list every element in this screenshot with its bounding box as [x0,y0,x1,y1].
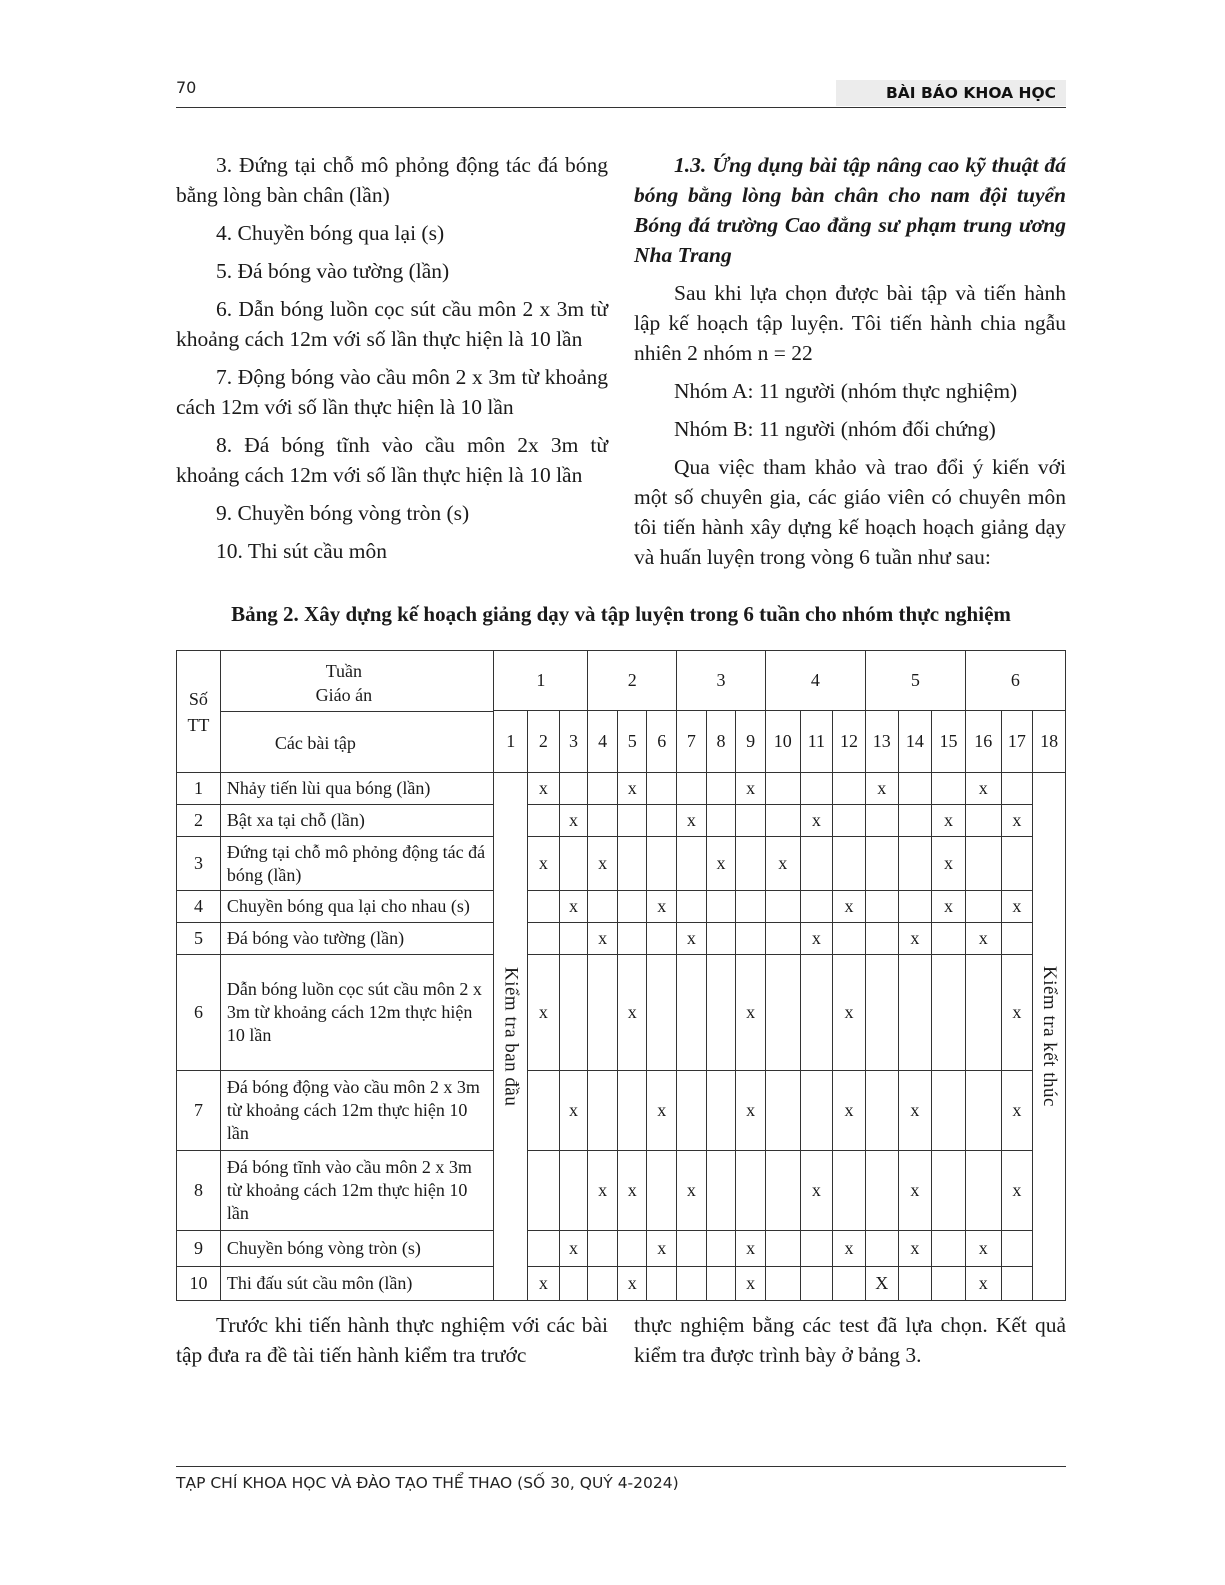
session-mark [677,1071,707,1151]
session-mark: x [559,805,588,837]
session-mark [706,1231,736,1267]
exercise-header: Các bài tập [274,732,356,753]
session-mark [765,891,800,923]
session-mark [833,805,866,837]
session-mark [706,891,736,923]
session-mark: x [647,1231,677,1267]
session-mark [647,805,677,837]
training-plan-table [176,650,1066,1301]
row-number: 8 [177,1151,221,1231]
right-column [634,150,1066,580]
session-mark [865,805,898,837]
session-mark: x [833,1231,866,1267]
week-label: Tuần [325,660,363,681]
session-mark: x [528,955,560,1071]
session-mark [932,773,966,805]
session-mark [932,923,966,955]
week-header: 1 [494,651,588,711]
session-mark [833,773,866,805]
table-row [177,1151,1066,1231]
list-item: 6. Dẫn bóng luồn cọc sút cầu môn 2 x 3m từ khoảng cách 12m với số lần thực hiện là 10 lần [176,297,608,351]
lesson-label: Giáo án [315,684,373,705]
row-number: 3 [177,837,221,891]
left-column [176,150,608,574]
session-mark [588,773,618,805]
session-mark: x [528,837,560,891]
session-mark: x [1001,955,1033,1071]
exercise-name: Dẫn bóng luồn cọc sút cầu môn 2 x 3m từ khoảng cách 12m thực hiện 10 lần [220,955,494,1071]
session-mark [898,891,932,923]
session-mark: x [588,923,618,955]
session-mark: x [617,1267,647,1301]
table-row [177,1071,1066,1151]
table-row [177,1267,1066,1301]
session-header: 18 [1033,711,1066,773]
week-header: 4 [765,651,865,711]
session-mark: x [736,1267,766,1301]
session-mark: x [833,955,866,1071]
page-number: 70 [176,78,197,97]
session-mark: x [898,1071,932,1151]
section-subheading: 1.3. Ứng dụng bài tập nâng cao kỹ thuật đá bóng bằng lòng bàn chân cho nam đội tuyển Bóng đá trường Cao đẳng sư phạm trung ương Nha Trang [634,153,1066,267]
session-mark: x [677,923,707,955]
session-header: 12 [833,711,866,773]
initial-test-label: Kiểm tra ban đầu [500,966,522,1107]
session-mark [706,805,736,837]
session-header: 15 [932,711,966,773]
session-mark [559,837,588,891]
session-mark [833,837,866,891]
session-mark: x [617,955,647,1071]
exercise-name: Đá bóng tĩnh vào cầu môn 2 x 3m từ khoảng cách 12m thực hiện 10 lần [220,1151,494,1231]
session-mark: x [588,837,618,891]
session-mark [765,1151,800,1231]
session-mark [898,837,932,891]
session-mark: x [833,1071,866,1151]
session-mark [647,773,677,805]
session-mark: x [898,1231,932,1267]
session-mark [588,1267,618,1301]
session-mark [736,891,766,923]
list-item: 7. Động bóng vào cầu môn 2 x 3m từ khoảng cách 12m với số lần thực hiện là 10 lần [176,365,608,419]
session-mark [932,1267,966,1301]
footer-divider [176,1466,1066,1467]
session-mark [865,837,898,891]
session-mark [765,1231,800,1267]
session-mark [800,1267,833,1301]
session-mark [1001,837,1033,891]
session-mark: x [833,891,866,923]
initial-test-cell [494,773,528,1301]
session-mark [559,773,588,805]
stt-header: Số TT [177,651,221,773]
table-row [177,837,1066,891]
session-mark [765,773,800,805]
final-test-cell [1033,773,1066,1301]
table-caption: Bảng 2. Xây dựng kế hoạch giảng dạy và tập luyện trong 6 tuần cho nhóm thực nghiệm [231,602,1011,626]
session-mark: x [647,1071,677,1151]
paragraph: Sau khi lựa chọn được bài tập và tiến hành lập kế hoạch tập luyện. Tôi tiến hành chia ngẫu nhiên 2 nhóm n = 22 [634,281,1066,365]
session-header: 9 [736,711,766,773]
session-mark [765,1267,800,1301]
session-mark [588,1231,618,1267]
session-mark [965,837,1001,891]
session-mark [677,1231,707,1267]
session-mark: x [736,955,766,1071]
session-mark: x [528,773,560,805]
session-header: 1 [494,711,528,773]
week-header: 2 [588,651,677,711]
session-mark [736,805,766,837]
session-mark [647,923,677,955]
session-mark [677,1267,707,1301]
session-mark [833,1151,866,1231]
session-mark: x [617,1151,647,1231]
session-mark: x [617,773,647,805]
session-mark [677,773,707,805]
session-mark: x [677,1151,707,1231]
session-mark: x [865,773,898,805]
session-mark [800,837,833,891]
session-mark [865,1151,898,1231]
session-header: 10 [765,711,800,773]
row-number: 5 [177,923,221,955]
list-item: 5. Đá bóng vào tường (lần) [216,259,450,283]
exercise-name: Chuyền bóng qua lại cho nhau (s) [220,891,494,923]
final-test-label: Kiểm tra kết thúc [1039,966,1061,1107]
session-mark [677,891,707,923]
session-mark [588,1071,618,1151]
session-mark [765,805,800,837]
week-header: 3 [677,651,766,711]
session-mark: x [965,923,1001,955]
session-mark [898,1267,932,1301]
session-mark [617,837,647,891]
session-mark [1001,923,1033,955]
session-header: 4 [588,711,618,773]
session-mark [617,891,647,923]
row-number: 6 [177,955,221,1071]
session-header: 17 [1001,711,1033,773]
session-mark [800,1231,833,1267]
session-mark [528,1071,560,1151]
session-header: 13 [865,711,898,773]
table-row [177,955,1066,1071]
session-mark [559,1151,588,1231]
session-mark [706,1151,736,1231]
session-mark [898,773,932,805]
session-mark [528,1231,560,1267]
session-mark [932,1231,966,1267]
session-mark [736,923,766,955]
paragraph: Nhóm A: 11 người (nhóm thực nghiệm) [674,379,1018,403]
session-mark [833,1267,866,1301]
session-mark [706,773,736,805]
session-mark [617,1071,647,1151]
table-row [177,891,1066,923]
exercise-name: Thi đấu sút cầu môn (lần) [220,1267,494,1301]
session-mark [736,837,766,891]
session-mark [965,1151,1001,1231]
session-header: 8 [706,711,736,773]
session-mark: x [800,923,833,955]
exercise-name: Đá bóng động vào cầu môn 2 x 3m từ khoảng cách 12m thực hiện 10 lần [220,1071,494,1151]
closing-paragraph-left: Trước khi tiến hành thực nghiệm với các bài tập đưa ra đề tài tiến hành kiểm tra trước [176,1313,608,1367]
session-mark [647,1267,677,1301]
session-header: 11 [800,711,833,773]
session-mark: x [965,1267,1001,1301]
row-number: 2 [177,805,221,837]
session-mark [898,955,932,1071]
session-mark [677,837,707,891]
session-mark: x [800,1151,833,1231]
session-mark [706,955,736,1071]
session-mark [588,891,618,923]
session-mark [647,837,677,891]
list-item: 8. Đá bóng tĩnh vào cầu môn 2x 3m từ khoảng cách 12m với số lần thực hiện là 10 lần [176,433,608,487]
week-header: 6 [965,651,1065,711]
session-mark: x [898,1151,932,1231]
session-mark [528,1151,560,1231]
row-number: 7 [177,1071,221,1151]
session-mark [1001,773,1033,805]
session-mark: x [1001,1151,1033,1231]
session-mark [800,955,833,1071]
row-number: 9 [177,1231,221,1267]
session-mark [765,1071,800,1151]
session-mark: x [736,1071,766,1151]
session-mark [706,923,736,955]
session-mark [559,1267,588,1301]
session-mark: x [559,1231,588,1267]
session-mark [865,923,898,955]
session-mark [898,805,932,837]
session-mark: x [528,1267,560,1301]
session-mark [800,891,833,923]
session-mark [736,1151,766,1231]
session-mark: x [1001,891,1033,923]
exercise-name: Đá bóng vào tường (lần) [220,923,494,955]
session-mark [647,955,677,1071]
row-number: 10 [177,1267,221,1301]
session-mark [865,1071,898,1151]
session-mark: x [932,891,966,923]
list-item: 9. Chuyền bóng vòng tròn (s) [216,501,470,525]
row-number: 4 [177,891,221,923]
table-row [177,773,1066,805]
session-header: 5 [617,711,647,773]
paragraph: Nhóm B: 11 người (nhóm đối chứng) [674,417,996,441]
session-mark [706,1071,736,1151]
row-number: 1 [177,773,221,805]
session-header: 16 [965,711,1001,773]
table-row [177,805,1066,837]
session-mark [965,955,1001,1071]
session-mark [1001,1267,1033,1301]
table-row [177,1231,1066,1267]
session-mark [677,955,707,1071]
session-mark: x [647,891,677,923]
session-mark: x [932,805,966,837]
header-diagonal-cell [220,651,494,773]
session-mark: x [1001,1071,1033,1151]
header-divider [176,107,1066,108]
session-mark [800,773,833,805]
session-mark: x [706,837,736,891]
session-mark [559,923,588,955]
session-mark [528,805,560,837]
session-mark: x [765,837,800,891]
session-mark [617,805,647,837]
session-mark [965,1071,1001,1151]
exercise-name: Chuyền bóng vòng tròn (s) [220,1231,494,1267]
session-mark [932,955,966,1071]
session-mark: x [736,1231,766,1267]
closing-paragraph-right: thực nghiệm bằng các test đã lựa chọn. Kết quả kiểm tra được trình bày ở bảng 3. [634,1313,1066,1367]
session-mark [932,1151,966,1231]
session-mark: x [1001,805,1033,837]
session-mark: x [800,805,833,837]
session-mark: x [588,1151,618,1231]
session-mark: x [559,891,588,923]
session-mark [588,805,618,837]
session-mark [706,1267,736,1301]
session-header: 7 [677,711,707,773]
session-mark: x [965,773,1001,805]
session-mark [833,923,866,955]
session-mark [865,1231,898,1267]
session-mark [647,1151,677,1231]
list-item: 3. Đứng tại chỗ mô phỏng động tác đá bóng bằng lòng bàn chân (lần) [176,153,608,207]
paragraph: Qua việc tham khảo và trao đổi ý kiến với một số chuyên gia, các giáo viên có chuyên môn tôi tiến hành xây dựng kế hoạch hoạch giảng dạy và huấn luyện trong vòng 6 tuần như sau: [634,455,1066,569]
session-mark: x [559,1071,588,1151]
list-item: 10. Thi sút cầu môn [216,539,387,563]
session-header: 2 [528,711,560,773]
session-mark [617,923,647,955]
exercise-name: Đứng tại chỗ mô phỏng động tác đá bóng (lần) [220,837,494,891]
session-mark [865,891,898,923]
session-mark: x [677,805,707,837]
session-mark [765,923,800,955]
session-mark [617,1231,647,1267]
session-mark [965,891,1001,923]
session-mark [588,955,618,1071]
session-mark [528,923,560,955]
exercise-name: Bật xa tại chỗ (lần) [220,805,494,837]
session-mark [765,955,800,1071]
session-mark [1001,1231,1033,1267]
session-mark: x [932,837,966,891]
session-mark: x [736,773,766,805]
journal-footer: TẠP CHÍ KHOA HỌC VÀ ĐÀO TẠO THỂ THAO (SỐ 30, QUÝ 4-2024) [176,1474,679,1492]
session-mark [865,955,898,1071]
session-mark: X [865,1267,898,1301]
session-mark [932,1071,966,1151]
session-mark [800,1071,833,1151]
session-header: 3 [559,711,588,773]
session-mark [528,891,560,923]
session-header: 14 [898,711,932,773]
exercise-name: Nhảy tiến lùi qua bóng (lần) [220,773,494,805]
session-mark: x [898,923,932,955]
section-badge: BÀI BÁO KHOA HỌC [836,80,1066,106]
session-mark [559,955,588,1071]
table-row [177,923,1066,955]
session-header: 6 [647,711,677,773]
session-mark [965,805,1001,837]
session-mark: x [965,1231,1001,1267]
week-header: 5 [865,651,965,711]
list-item: 4. Chuyền bóng qua lại (s) [216,221,445,245]
